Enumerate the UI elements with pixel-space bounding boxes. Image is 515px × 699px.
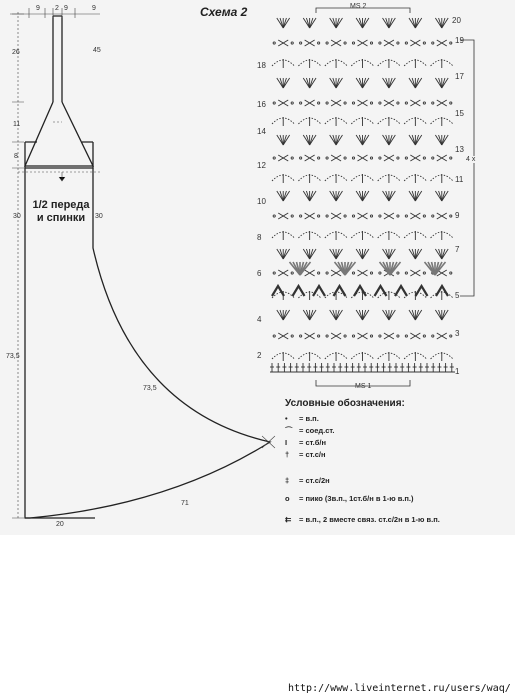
stitch-mark [432,157,434,159]
stitch-mark [277,310,283,320]
legend-item [285,439,326,447]
stitch-mark [397,102,399,104]
stitch-mark [336,78,342,88]
stitch-mark [363,78,369,88]
row-number-right: 20 [452,16,461,25]
stitch-mark [370,215,372,217]
stitch-mark [409,249,415,259]
stitch-mark [363,191,369,201]
stitch-mark [363,18,369,28]
stitch-mark [352,272,354,274]
measure-band-side: 8 [14,153,18,160]
stitch-mark [330,78,336,88]
stitch-mark [318,272,320,274]
row-number-left: 8 [257,233,262,242]
stitch-mark [273,157,275,159]
stitch-mark [389,249,395,259]
legend-text: = ст.с/н [299,450,326,459]
measure-top-mid2: 9 [64,5,68,12]
stitch-mark [344,102,346,104]
legend-text: = в.п., 2 вместе связ. ст.с/2н в 1-ю в.п. [299,515,440,524]
legend-symbol-icon: ⇇ [285,515,292,524]
stitch-mark [370,272,372,274]
stitch-mark [389,310,395,320]
stitch-mark [423,157,425,159]
row-number-left: 2 [257,351,262,360]
stitch-mark [326,157,328,159]
stitch-mark [318,102,320,104]
legend-item [285,451,326,459]
stitch-mark [442,310,448,320]
row-number-left: 6 [257,269,262,278]
measure-curve: 73,5 [143,385,157,392]
measure-strap-right: 45 [93,47,101,54]
stitch-mark [310,310,316,320]
stitch-mark [344,335,346,337]
stitch-mark [383,135,389,145]
stitch-mark [409,191,415,201]
stitch-mark [344,215,346,217]
stitch-mark [432,42,434,44]
legend-title: Условные обозначения: [285,398,405,409]
stitch-mark [383,18,389,28]
stitch-mark [450,42,452,44]
stitch-mark [450,102,452,104]
stitch-mark [303,78,309,88]
stitch-mark [415,249,421,259]
stitch-mark [330,310,336,320]
stitch-mark [334,286,346,296]
stitch-mark [303,191,309,201]
repeat-label: 4 х [466,156,476,163]
stitch-mark [423,272,425,274]
measure-hem-curve: 71 [181,500,189,507]
stitch-mark [395,286,407,296]
stitch-mark [423,42,425,44]
stitch-mark [291,42,293,44]
stitch-mark [389,191,395,201]
legend-item [285,415,319,423]
piece-label-line1: 1/2 переда [32,199,90,211]
ms-top-label: MS 2 [350,3,367,10]
stitch-mark [277,18,283,28]
stitch-mark [291,272,293,274]
stitch-mark [397,335,399,337]
ms-bottom-label: MS 1 [355,383,372,390]
stitch-mark [300,335,302,337]
stitch-mark [416,286,428,296]
legend-text: = пико (3в.п., 1ст.б/н в 1-ю в.п.) [299,494,414,503]
stitch-mark [326,102,328,104]
stitch-mark [397,42,399,44]
stitch-mark [326,335,328,337]
stitch-mark [356,78,362,88]
measure-full-left: 73,5 [6,353,20,360]
stitch-mark [432,335,434,337]
stitch-mark [450,215,452,217]
stitch-mark [283,191,289,201]
measure-top-left: 9 [36,5,40,12]
stitch-mark [356,310,362,320]
stitch-mark [318,42,320,44]
legend-item [285,495,414,503]
stitch-mark [300,157,302,159]
stitch-mark [370,42,372,44]
stitch-mark [356,249,362,259]
stitch-mark [336,191,342,201]
row-number-right: 19 [455,36,464,45]
stitch-mark [432,102,434,104]
stitch-mark [354,286,366,296]
stitch-mark [383,249,389,259]
stitch-mark [336,310,342,320]
legend-symbol-icon: I [285,438,288,447]
stitch-mark [397,157,399,159]
stitch-mark [356,18,362,28]
measure-yoke-side: 11 [13,121,21,128]
row-number-right: 7 [455,245,460,254]
stitch-mark [405,335,407,337]
stitch-mark [409,18,415,28]
stitch-mark [352,215,354,217]
stitch-mark [435,310,441,320]
stitch-mark [435,135,441,145]
stitch-mark [379,102,381,104]
stitch-mark [291,157,293,159]
stitch-mark [310,135,316,145]
stitch-mark [318,157,320,159]
stitch-mark [363,310,369,320]
stitch-mark [370,335,372,337]
stitch-mark [300,42,302,44]
stitch-mark [405,157,407,159]
row-number-right: 1 [455,367,460,376]
row-number-right: 5 [455,291,460,300]
stitch-mark [442,135,448,145]
row-number-right: 17 [455,72,464,81]
stitch-mark [330,18,336,28]
stitch-mark [409,135,415,145]
stitch-mark [415,18,421,28]
stitch-mark [379,335,381,337]
stitch-mark [272,286,284,296]
stitch-mark [283,78,289,88]
stitch-mark [435,78,441,88]
stitch-mark [291,102,293,104]
stitch-mark [442,78,448,88]
footer-url[interactable]: http://www.liveinternet.ru/users/waq/ [288,683,511,694]
stitch-mark [277,191,283,201]
legend-text: = ст.с/2н [299,476,330,485]
legend-text: = соед.ст. [299,426,335,435]
legend-item [285,477,330,485]
stitch-mark [310,78,316,88]
stitch-mark [277,135,283,145]
stitch-mark [432,215,434,217]
stitch-mark [303,310,309,320]
measure-body-right: 30 [95,213,103,220]
legend-symbol-icon: o [285,494,290,503]
stitch-mark [318,215,320,217]
row-number-right: 13 [455,145,464,154]
stitch-mark [383,191,389,201]
stitch-mark [379,272,381,274]
stitch-mark [303,249,309,259]
stitch-mark [397,215,399,217]
stitch-mark [300,102,302,104]
stitch-mark [397,272,399,274]
legend-item [285,516,440,524]
row-number-left: 16 [257,100,266,109]
stitch-mark [310,191,316,201]
stitch-mark [423,102,425,104]
stitch-mark [405,272,407,274]
stitch-mark [303,135,309,145]
scheme-title: Схема 2 [200,5,248,19]
measure-top-right: 9 [92,5,96,12]
stitch-mark [352,42,354,44]
stitch-mark [415,310,421,320]
row-number-right: 3 [455,329,460,338]
stitch-mark [283,310,289,320]
stitch-mark [383,310,389,320]
stitch-mark [273,215,275,217]
stitch-mark [356,135,362,145]
stitch-mark [405,102,407,104]
legend-symbol-icon: • [285,414,288,423]
stitch-mark [450,335,452,337]
stitch-mark [310,18,316,28]
row-number-right: 11 [455,175,464,184]
legend-symbol-icon: ‡ [285,476,290,485]
stitch-mark [435,249,441,259]
stitch-mark [291,335,293,337]
stitch-mark [291,215,293,217]
stitch-mark [450,272,452,274]
row-number-right: 15 [455,109,464,118]
stitch-mark [409,78,415,88]
stitch-mark [435,18,441,28]
row-number-right: 9 [455,211,460,220]
stitch-mark [383,78,389,88]
legend-symbol-icon: ⌒ [285,426,293,435]
stitch-mark [409,310,415,320]
stitch-mark [273,335,275,337]
stitch-mark [423,215,425,217]
stitch-mark [389,18,395,28]
row-number-left: 10 [257,197,266,206]
stitch-mark [352,335,354,337]
stitch-mark [370,102,372,104]
stitch-mark [277,249,283,259]
stitch-mark [442,191,448,201]
stitch-mark [273,42,275,44]
row-number-left: 12 [257,161,266,170]
stitch-mark [423,335,425,337]
measure-top-mid1: 2 [55,5,59,12]
stitch-mark [303,18,309,28]
stitch-mark [318,335,320,337]
stitch-mark [389,78,395,88]
legend-item [285,427,335,435]
legend-symbol-icon: † [285,450,290,459]
stitch-mark [330,191,336,201]
measure-bottom: 20 [56,521,64,528]
stitch-mark [405,42,407,44]
stitch-mark [352,102,354,104]
measure-strap-side: 26 [12,49,20,56]
stitch-mark [375,286,387,296]
stitch-mark [313,286,325,296]
stitch-mark [450,157,452,159]
piece-label-line2: и спинки [36,212,86,224]
stitch-mark [310,249,316,259]
stitch-mark [283,249,289,259]
stitch-mark [435,191,441,201]
legend-text: = ст.б/н [299,438,326,447]
stitch-mark [442,18,448,28]
stitch-mark [277,78,283,88]
stitch-mark [415,135,421,145]
stitch-mark [442,249,448,259]
stitch-mark [379,42,381,44]
stitch-mark [370,157,372,159]
stitch-mark [336,249,342,259]
stitch-mark [363,249,369,259]
stitch-mark [273,272,275,274]
stitch-mark [344,157,346,159]
stitch-mark [326,215,328,217]
stitch-mark [330,135,336,145]
legend-text: = в.п. [299,414,319,423]
stitch-mark [300,215,302,217]
stitch-mark [336,18,342,28]
stitch-mark [389,135,395,145]
measure-body-left: 30 [13,213,21,220]
stitch-mark [283,18,289,28]
row-number-left: 18 [257,61,266,70]
stitch-mark [363,135,369,145]
stitch-mark [379,215,381,217]
stitch-mark [326,272,328,274]
stitch-mark [379,157,381,159]
stitch-mark [405,215,407,217]
stitch-mark [336,135,342,145]
row-number-left: 14 [257,127,266,136]
stitch-mark [293,286,305,296]
stitch-mark [283,135,289,145]
stitch-mark [356,191,362,201]
stitch-mark [415,78,421,88]
stitch-mark [352,157,354,159]
stitch-mark [273,102,275,104]
stitch-mark [415,191,421,201]
stitch-mark [326,42,328,44]
stitch-mark [330,249,336,259]
stitch-mark [344,42,346,44]
row-number-left: 4 [257,315,262,324]
